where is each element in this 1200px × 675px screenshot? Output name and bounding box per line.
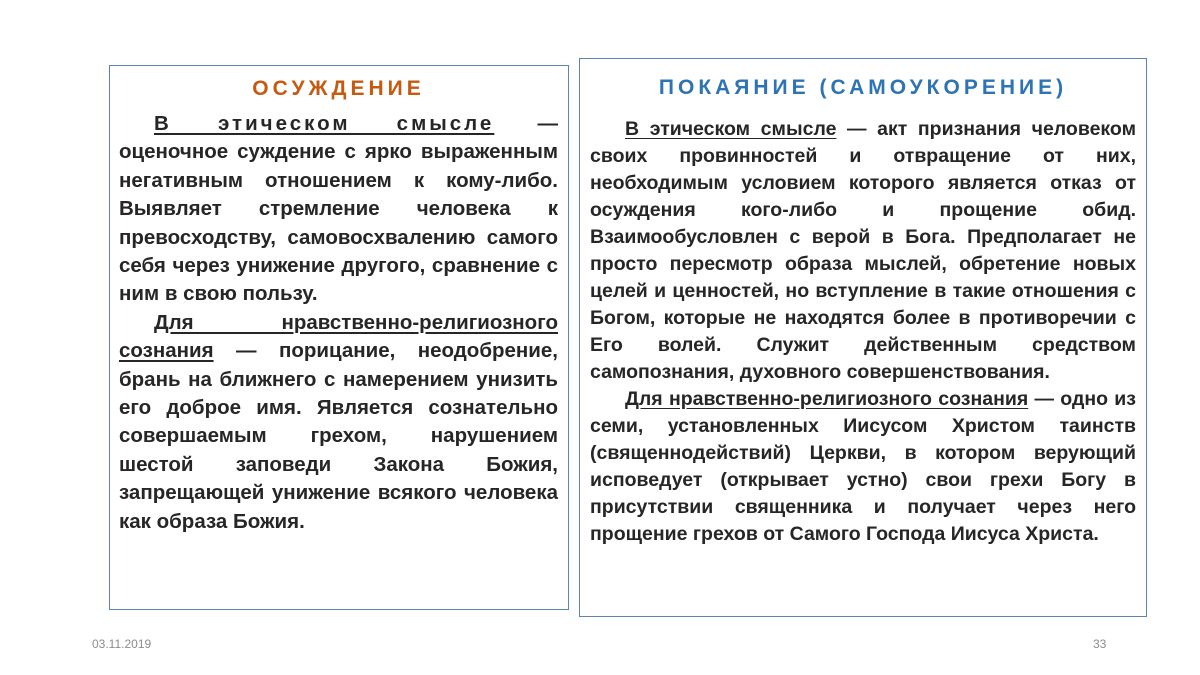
slide-date: 03.11.2019 <box>92 637 152 651</box>
repentance-religious-term: Для нравственно-религиозного сознания <box>625 388 1029 410</box>
condemnation-religious-text: — порицание, неодобрение, брань на ближнего с намерением унизить его доброе имя. Является сознательно совершаемым грехом, нарушением шестой заповеди Закона Божия, запрещающей унижение всякого человека как образа Божия. <box>119 339 558 533</box>
repentance-religious-paragraph <box>590 386 1136 548</box>
repentance-religious-text: — одно из семи, установленных Иисусом Христом таинств (священнодействий) Церкви, в котором верующий исповедует (открывает устно) свои грехи Богу в присутствии священника и получает через него прощение грехов от Самого Господа Иисуса Христа. <box>590 388 1136 545</box>
slide-page-number: 33 <box>1093 637 1107 651</box>
condemnation-ethical-term: В этическом смысле <box>154 112 495 135</box>
repentance-ethical-paragraph <box>590 116 1136 386</box>
condemnation-title: ОСУЖДЕНИЕ <box>252 77 425 100</box>
condemnation-body <box>119 110 558 536</box>
condemnation-religious-term: Для нравственно-религиозного сознания <box>119 310 558 363</box>
repentance-body <box>590 116 1136 548</box>
repentance-title: ПОКАЯНИЕ (САМОУКОРЕНИЕ) <box>658 76 1068 99</box>
condemnation-card <box>109 65 569 610</box>
repentance-ethical-term: В этическом смысле <box>625 118 837 140</box>
condemnation-religious-paragraph <box>119 309 558 536</box>
repentance-card <box>579 58 1147 617</box>
repentance-ethical-text: — акт признания человеком своих провинностей и отвращение от них, необходимым условием которого является отказ от осуждения кого-либо и прощение обид. Взаимообусловлен с верой в Бога. Предполагает не просто пересмотр образа мыслей, обретение новых целей и ценностей, но вступление в такие отношения с Богом, которые не находятся более в противоречии с Его волей. Служит действенным средством самопознания, духовного совершенствования. <box>590 118 1136 383</box>
condemnation-ethical-paragraph <box>119 110 558 309</box>
condemnation-ethical-text: — оценочное суждение с ярко выраженным негативным отношением к кому-либо. Выявляет стремление человека к превосходству, самовосхвалению самого себя через унижение другого, сравнение с ним в свою пользу. <box>119 112 559 306</box>
